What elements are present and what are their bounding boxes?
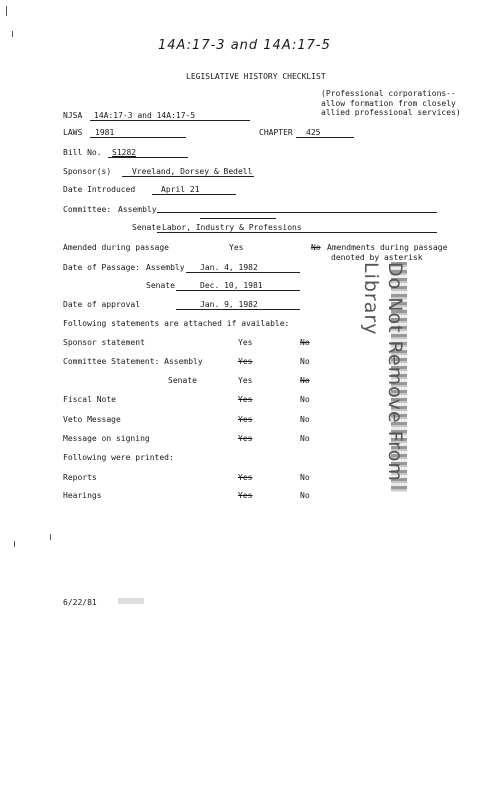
passage-assembly-label: Assembly bbox=[146, 263, 185, 272]
statement-veto-no: No bbox=[300, 415, 310, 424]
statement-sponsor-no: No bbox=[300, 338, 310, 347]
sponsor-label: Sponsor(s) bbox=[63, 167, 112, 176]
statement-fiscal-note-no: No bbox=[300, 395, 310, 404]
njsa-value: 14A:17-3 and 14A:17-5 bbox=[94, 111, 196, 120]
amended-label: Amended during passage bbox=[63, 243, 169, 252]
chapter-label: CHAPTER bbox=[259, 128, 293, 137]
date-introduced-value: April 21 bbox=[161, 185, 200, 194]
passage-label: Date of Passage: bbox=[63, 263, 141, 272]
statement-committee-assembly-yes: Yes bbox=[238, 357, 253, 366]
bill-underline bbox=[108, 157, 188, 158]
sponsor-value: Vreeland, Dorsey & Bedell bbox=[132, 167, 253, 176]
chapter-value: 425 bbox=[306, 128, 321, 137]
committee-assembly-underline bbox=[157, 212, 437, 213]
bill-value: S1282 bbox=[112, 148, 137, 157]
statement-committee-senate-yes: Yes bbox=[238, 376, 253, 385]
statements-heading: Following statements are attached if available: bbox=[63, 319, 290, 328]
printed-hearings-label: Hearings bbox=[63, 491, 102, 500]
page-heading: LEGISLATIVE HISTORY CHECKLIST bbox=[186, 72, 326, 81]
footer-date: 6/22/81 bbox=[63, 598, 97, 607]
statement-signing-no: No bbox=[300, 434, 310, 443]
committee-senate-underline bbox=[157, 232, 437, 233]
scan-mark bbox=[14, 541, 15, 547]
approval-label: Date of approval bbox=[63, 300, 141, 309]
statement-fiscal-note-label: Fiscal Note bbox=[63, 395, 116, 404]
statement-committee-assembly-no: No bbox=[300, 357, 310, 366]
scan-mark bbox=[50, 534, 51, 540]
side-note-line-3: allied professional services) bbox=[321, 108, 461, 117]
date-introduced-label: Date Introduced bbox=[63, 185, 136, 194]
passage-senate-label: Senate bbox=[146, 281, 175, 290]
statement-veto-label: Veto Message bbox=[63, 415, 121, 424]
laws-value: 1981 bbox=[95, 128, 115, 137]
side-note-line-1: (Professional corporations-- bbox=[321, 89, 456, 98]
committee-senate-value: Labor, Industry & Professions bbox=[162, 223, 302, 232]
footer-smudge bbox=[118, 598, 144, 604]
amended-yes: Yes bbox=[229, 243, 244, 252]
approval-underline bbox=[176, 309, 300, 310]
statement-committee-senate-label: Senate bbox=[168, 376, 197, 385]
committee-senate-label: Senate bbox=[132, 223, 161, 232]
statement-sponsor-label: Sponsor statement bbox=[63, 338, 145, 347]
njsa-label: NJSA bbox=[63, 111, 83, 120]
statement-signing-yes: Yes bbox=[238, 434, 253, 443]
printed-hearings-no: No bbox=[300, 491, 310, 500]
date-introduced-underline bbox=[152, 194, 236, 195]
passage-assembly-value: Jan. 4, 1982 bbox=[200, 263, 258, 272]
amended-note-line-2: denoted by asterisk bbox=[331, 253, 423, 262]
stamp-text: Do Not Remove From Library bbox=[360, 262, 406, 482]
printed-reports-yes: Yes bbox=[238, 473, 253, 482]
chapter-underline bbox=[296, 137, 354, 138]
printed-reports-label: Reports bbox=[63, 473, 97, 482]
committee-label: Committee: bbox=[63, 205, 112, 214]
bill-label: Bill No. bbox=[63, 148, 102, 157]
amended-no-struck: No bbox=[311, 243, 321, 252]
statement-signing-label: Message on signing bbox=[63, 434, 150, 443]
scan-mark bbox=[12, 31, 13, 37]
handwritten-title: 14A:17-3 and 14A:17-5 bbox=[158, 38, 331, 53]
side-note-line-2: allow formation from closely bbox=[321, 99, 456, 108]
statement-veto-yes: Yes bbox=[238, 415, 253, 424]
printed-reports-no: No bbox=[300, 473, 310, 482]
printed-heading: Following were printed: bbox=[63, 453, 174, 462]
statement-committee-assembly-label: Committee Statement: Assembly bbox=[63, 357, 203, 366]
njsa-underline bbox=[90, 120, 250, 121]
scan-mark bbox=[6, 6, 7, 16]
committee-assembly-underline-2 bbox=[200, 218, 276, 219]
statement-fiscal-note-yes: Yes bbox=[238, 395, 253, 404]
approval-value: Jan. 9, 1982 bbox=[200, 300, 258, 309]
statement-committee-senate-no: No bbox=[300, 376, 310, 385]
passage-senate-value: Dec. 10, 1981 bbox=[200, 281, 263, 290]
statement-sponsor-yes: Yes bbox=[238, 338, 253, 347]
printed-hearings-yes: Yes bbox=[238, 491, 253, 500]
sponsor-underline bbox=[122, 176, 254, 177]
laws-label: LAWS bbox=[63, 128, 83, 137]
passage-assembly-underline bbox=[186, 272, 300, 273]
laws-underline bbox=[90, 137, 186, 138]
library-stamp bbox=[355, 262, 407, 492]
committee-assembly-label: Assembly bbox=[118, 205, 157, 214]
amended-note-line-1: Amendments during passage bbox=[327, 243, 448, 252]
passage-senate-underline bbox=[176, 290, 300, 291]
